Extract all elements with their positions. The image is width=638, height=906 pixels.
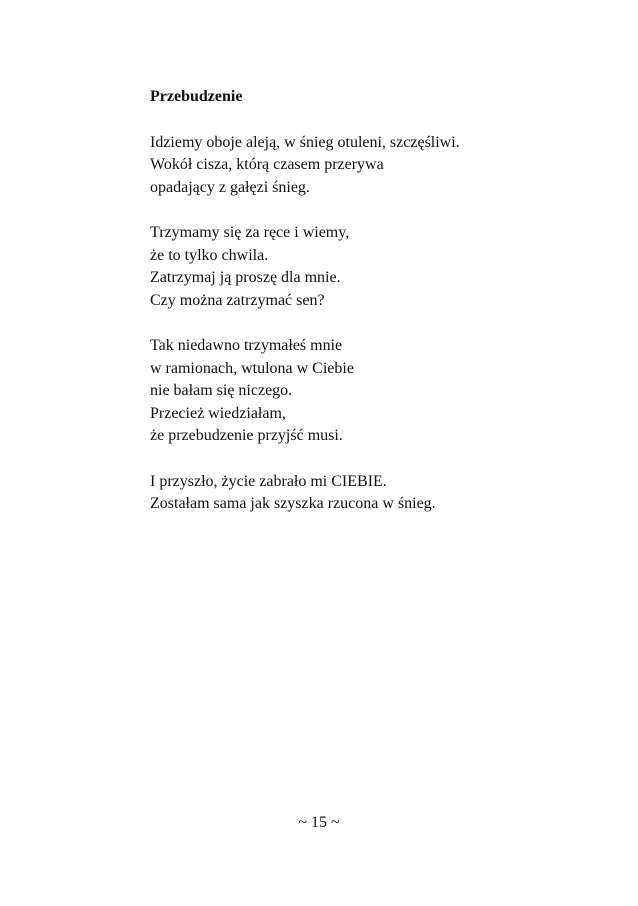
- stanza-4: [150, 471, 590, 516]
- poem-line: nie bałam się niczego.: [150, 382, 293, 399]
- page-number: ~ 15 ~: [298, 814, 340, 831]
- poem-line: że przebudzenie przyjść musi.: [150, 427, 343, 444]
- poem-line: Trzymamy się za ręce i wiemy,: [150, 224, 350, 241]
- poem-line: Czy można zatrzymać sen?: [150, 291, 325, 309]
- stanza-1: [150, 132, 590, 200]
- poem-line: Przecież wiedziałam,: [150, 404, 286, 422]
- poem-line: Tak niedawno trzymałeś mnie: [150, 337, 343, 354]
- poem-line: I przyszło, życie zabrało mi CIEBIE.: [150, 472, 387, 490]
- poem-line: w ramionach, wtulona w Ciebie: [150, 359, 354, 377]
- stanza-2: [150, 222, 590, 312]
- stanza-3: [150, 335, 590, 448]
- poem-line: Zatrzymaj ją proszę dla mnie.: [150, 269, 341, 286]
- poem-line: Zostałam sama jak szyszka rzucona w śnieg.: [150, 495, 436, 512]
- poem: [150, 86, 590, 539]
- poem-title: Przebudzenie: [150, 88, 243, 105]
- poem-line: Wokół cisza, którą czasem przerywa: [150, 156, 384, 173]
- poem-line: opadający z gałęzi śnieg.: [150, 178, 310, 196]
- poem-line: Idziemy oboje aleją, w śnieg otuleni, szczęśliwi.: [150, 133, 460, 151]
- poem-line: że to tylko chwila.: [150, 246, 269, 264]
